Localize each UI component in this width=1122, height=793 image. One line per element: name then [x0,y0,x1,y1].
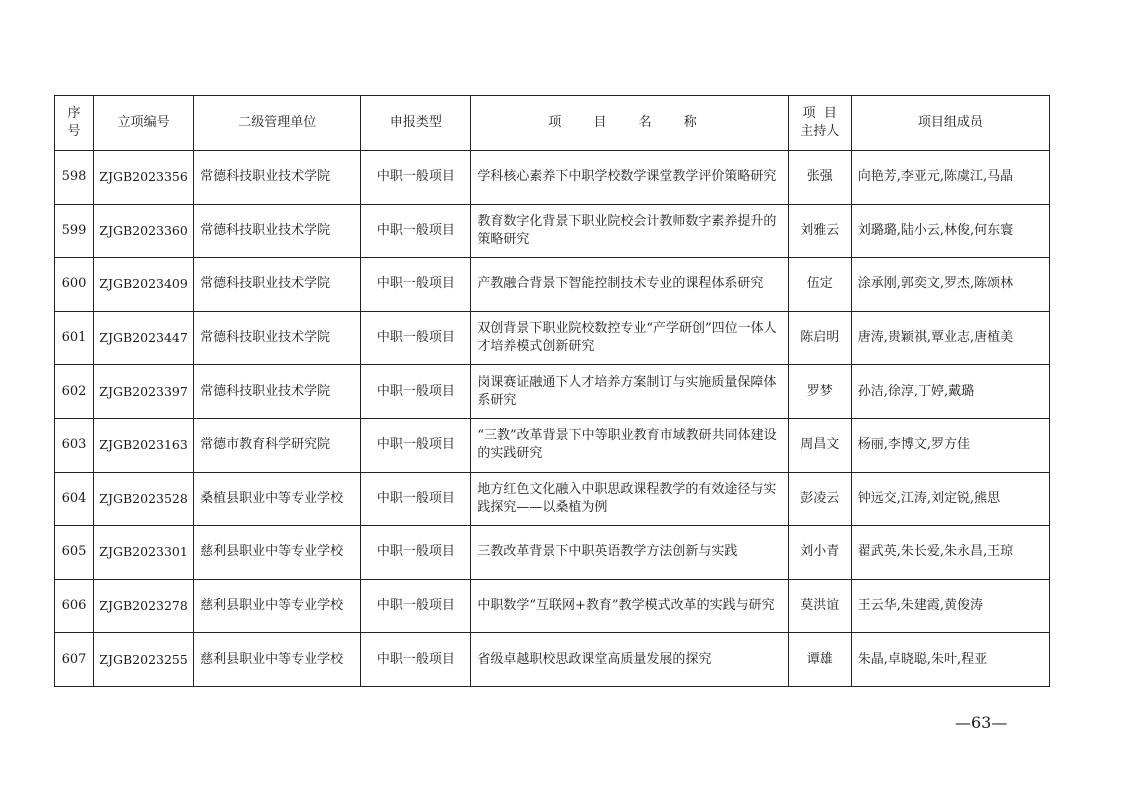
cell-project-members: 朱晶,卓晓聪,朱叶,程亚 [851,633,1049,687]
cell-seq: 606 [55,579,94,633]
cell-management-unit: 慈利县职业中等专业学校 [194,526,361,580]
header-code: 立项编号 [94,96,194,151]
cell-application-type: 中职一般项目 [361,365,471,419]
cell-project-host: 张强 [788,151,851,205]
cell-management-unit: 慈利县职业中等专业学校 [194,579,361,633]
cell-management-unit: 慈利县职业中等专业学校 [194,633,361,687]
header-host-line-1: 项 目 [802,106,837,121]
table-row [55,579,1050,633]
cell-project-members: 向艳芳,李亚元,陈虞江,马晶 [851,151,1049,205]
cell-management-unit: 常德科技职业技术学院 [194,151,361,205]
cell-project-name: 产教融合背景下智能控制技术专业的课程体系研究 [471,258,788,312]
cell-project-name: 中职数学“互联网+教育”教学模式改革的实践与研究 [471,579,788,633]
cell-project-members: 唐涛,贵颖祺,覃业志,唐植美 [851,311,1049,365]
cell-project-code: ZJGB2023356 [94,151,194,205]
cell-seq: 601 [55,311,94,365]
cell-project-host: 罗梦 [788,365,851,419]
table-row [55,365,1050,419]
cell-application-type: 中职一般项目 [361,579,471,633]
cell-project-members: 杨丽,李博文,罗方佳 [851,418,1049,472]
cell-management-unit: 常德科技职业技术学院 [194,204,361,258]
cell-project-host: 周昌文 [788,418,851,472]
cell-project-name: 教育数字化背景下职业院校会计教师数字素养提升的策略研究 [471,204,788,258]
cell-project-host: 谭雄 [788,633,851,687]
cell-project-code: ZJGB2023255 [94,633,194,687]
cell-project-code: ZJGB2023528 [94,472,194,526]
header-seq-line-2: 号 [67,124,81,139]
cell-project-code: ZJGB2023278 [94,579,194,633]
cell-project-name: 双创背景下职业院校数控专业“产学研创”四位一体人才培养模式创新研究 [471,311,788,365]
cell-project-members: 王云华,朱建霞,黄俊涛 [851,579,1049,633]
cell-project-code: ZJGB2023360 [94,204,194,258]
cell-project-members: 翟武英,朱长爱,朱永昌,王琼 [851,526,1049,580]
cell-seq: 603 [55,418,94,472]
header-seq [55,96,94,151]
project-table [54,95,1050,687]
table-row [55,151,1050,205]
table-row [55,311,1050,365]
cell-application-type: 中职一般项目 [361,151,471,205]
cell-application-type: 中职一般项目 [361,258,471,312]
cell-project-code: ZJGB2023447 [94,311,194,365]
cell-seq: 602 [55,365,94,419]
cell-project-name: 地方红色文化融入中职思政课程教学的有效途径与实践探究——以桑植为例 [471,472,788,526]
cell-project-members: 钟远交,江涛,刘定锐,熊思 [851,472,1049,526]
table-row [55,472,1050,526]
cell-project-members: 孙洁,徐淳,丁婷,戴璐 [851,365,1049,419]
table-row [55,204,1050,258]
header-seq-line-1: 序 [67,106,81,121]
cell-application-type: 中职一般项目 [361,472,471,526]
cell-project-host: 伍定 [788,258,851,312]
cell-project-code: ZJGB2023397 [94,365,194,419]
cell-seq: 604 [55,472,94,526]
cell-project-members: 刘璐璐,陆小云,林俊,何东寰 [851,204,1049,258]
table-header-row [55,96,1050,151]
cell-application-type: 中职一般项目 [361,418,471,472]
cell-project-code: ZJGB2023163 [94,418,194,472]
cell-seq: 607 [55,633,94,687]
cell-project-name: “三教”改革背景下中等职业教育市域教研共同体建设的实践研究 [471,418,788,472]
cell-management-unit: 常德市教育科学研究院 [194,418,361,472]
cell-management-unit: 桑植县职业中等专业学校 [194,472,361,526]
cell-project-host: 刘小青 [788,526,851,580]
cell-project-name: 学科核心素养下中职学校数学课堂教学评价策略研究 [471,151,788,205]
table-row [55,526,1050,580]
cell-seq: 605 [55,526,94,580]
cell-management-unit: 常德科技职业技术学院 [194,311,361,365]
cell-seq: 598 [55,151,94,205]
cell-project-host: 刘雅云 [788,204,851,258]
header-host [788,96,851,151]
cell-project-code: ZJGB2023409 [94,258,194,312]
cell-management-unit: 常德科技职业技术学院 [194,258,361,312]
cell-application-type: 中职一般项目 [361,204,471,258]
cell-project-members: 涂承刚,郭奕文,罗杰,陈颂林 [851,258,1049,312]
cell-application-type: 中职一般项目 [361,633,471,687]
cell-project-code: ZJGB2023301 [94,526,194,580]
cell-project-host: 彭凌云 [788,472,851,526]
cell-project-host: 莫洪谊 [788,579,851,633]
cell-project-name: 岗课赛证融通下人才培养方案制订与实施质量保障体系研究 [471,365,788,419]
table-row [55,633,1050,687]
cell-project-name: 省级卓越职校思政课堂高质量发展的探究 [471,633,788,687]
cell-application-type: 中职一般项目 [361,526,471,580]
table-body [55,151,1050,687]
header-name [471,96,788,151]
header-unit: 二级管理单位 [194,96,361,151]
header-members: 项目组成员 [851,96,1049,151]
cell-project-host: 陈启明 [788,311,851,365]
cell-management-unit: 常德科技职业技术学院 [194,365,361,419]
cell-seq: 599 [55,204,94,258]
page-number: —63— [955,713,1008,732]
cell-seq: 600 [55,258,94,312]
table-row [55,418,1050,472]
cell-project-name: 三教改革背景下中职英语教学方法创新与实践 [471,526,788,580]
header-host-line-2: 主持人 [800,124,840,139]
cell-application-type: 中职一般项目 [361,311,471,365]
header-type: 申报类型 [361,96,471,151]
header-name-label: 项 目 名 称 [548,115,711,130]
table-row [55,258,1050,312]
